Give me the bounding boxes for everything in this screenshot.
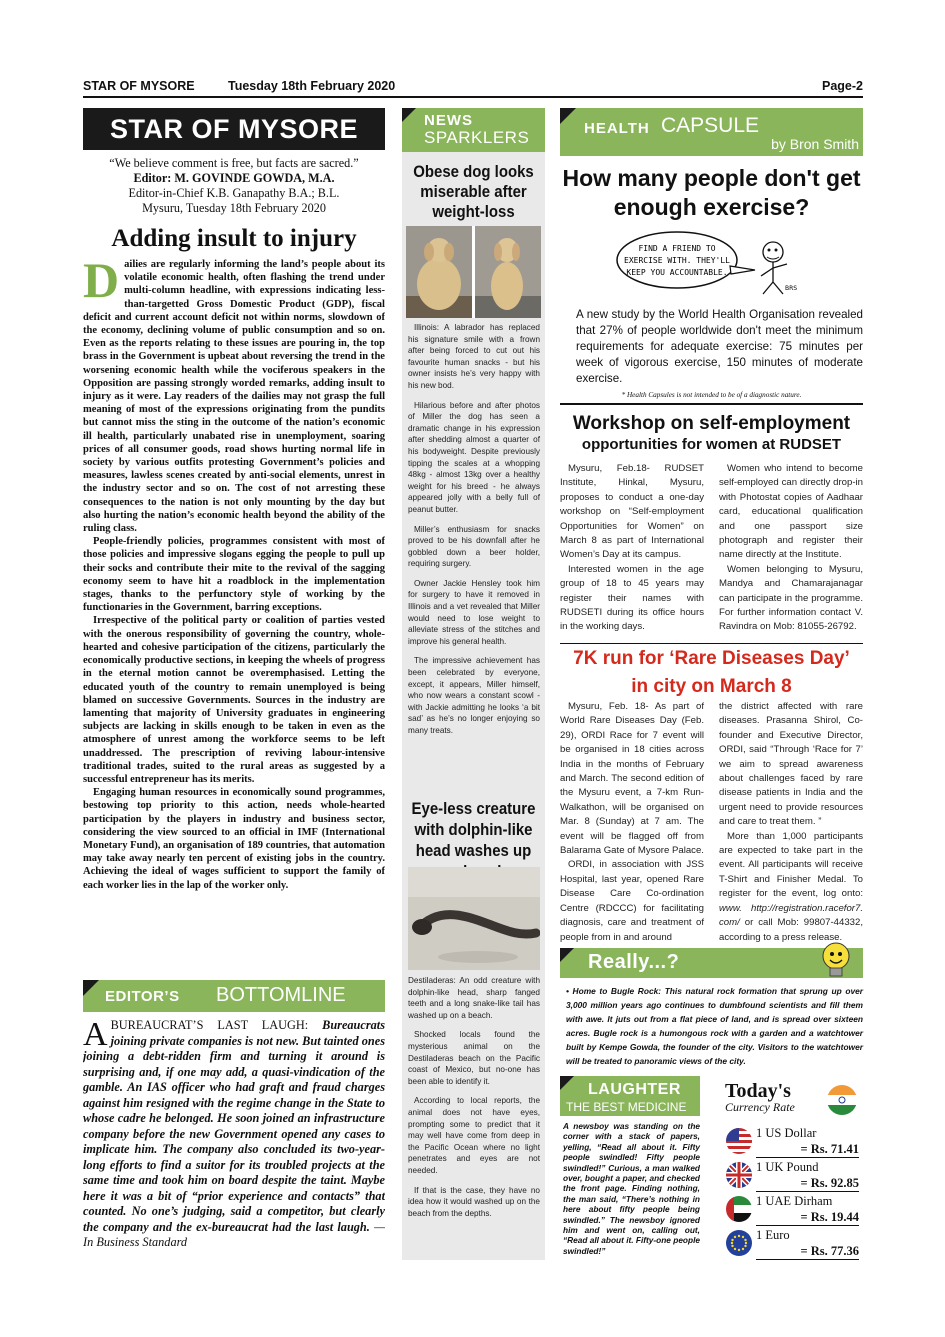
laughter-body: A newsboy was standing on the corner with a stack of papers, yelling, “Read all about it. Fifty people swindled! Fifty people swindled!” Curious, a man walked over, bought a paper, and checked the front page. Finding nothing, the man said, “There’s nothing in here about fifty people being swindled.” The newsboy ignored him and went on, calling out, “Read all about it. Fifty-one people swindled!”: [563, 1121, 700, 1256]
dateline: Mysuru, Tuesday 18th February 2020: [142, 201, 326, 215]
article-paragraph: Women belonging to Mysuru, Mandya and Chamarajanagar can participate in the programme. For further information contact V. Ravindra on Mob: 81055-26792.: [719, 563, 863, 633]
masthead-info: [83, 156, 385, 216]
bottomline-lead: BUREAUCRAT’S LAST LAUGH:: [110, 1018, 309, 1032]
editorial-headline: Adding insult to injury: [111, 225, 357, 252]
editorial-paragraph: ailies are regularly informing the land’s people about its volatile economic health, often flashing the trend under multi-column headline, with expressions indicating less-than-targetted Gross Domestic Product (GDP), fiscal deficit and current account deficit not within norms, slowdown of the economy, declining volume of public consumption and so on. Even as the reports relating to these issues are pouring in, the top brass in the Government is upbeat about reversing the trend in the worsening economic health while the vociferous speakers in the Opposition are passing strongly worded remarks, adding insult to injury as it were. Lay readers of the dailies may not grasp the full meaning of most of the expressions originating from the pundits but cannot miss the sting in the outcome of the nation’s economic ill health, particularly unabated rise in unemployment, soaring prices of all consumer goods, road shows hurting normal life in society by various outfits protesting Government’s policies and measures, lawless scenes created by anti-social elements, unrest in the industry sector and so on. The cost of not arresting these consequences to the nation is not only mounting by the day but also hurting the nation’s economic health beyond the ability of the ruling class.: [83, 259, 385, 535]
story-headline: Obese dog looks miserable after weight-loss: [413, 162, 534, 221]
really-body: [566, 984, 863, 1068]
bottomline-dropcap: A: [83, 1018, 108, 1053]
laughter-label-a: LAUGHTER: [588, 1081, 681, 1098]
editorial-dropcap: D: [83, 258, 120, 308]
article-paragraph: [719, 830, 863, 945]
article-paragraph: ORDI, in association with JSS Hospital, last year, opened Rare Disease Care Co-ordination Centre (RDCCC) for facilitating diagnosis, care and treatment of people from in and around: [560, 859, 704, 943]
divider: [560, 643, 863, 644]
rare-column-1: [560, 700, 704, 945]
currency-value: = Rs. 19.44: [800, 1210, 859, 1224]
paper-name: STAR OF MYSORE: [83, 79, 195, 93]
issue-date: Tuesday 18th February 2020: [228, 79, 396, 93]
health-label-a: HEALTH: [584, 120, 650, 137]
currency-name: 1 UAE Dirham: [756, 1194, 833, 1208]
article-paragraph: Interested women in the age group of 18 to 45 years may register their names with RUDSETI during its office hours in the working days.: [560, 563, 704, 633]
workshop-column-2: [719, 462, 863, 635]
news-sparklers-header: [402, 108, 545, 152]
currency-title: Today's: [725, 1080, 791, 1102]
currency-value: = Rs. 77.36: [800, 1244, 859, 1258]
health-title: How many people don't get enough exercise?: [562, 165, 861, 220]
bottomline-header: [83, 980, 385, 1012]
currency-row: [722, 1126, 863, 1160]
uae-flag-icon: [726, 1196, 752, 1222]
masthead-title: STAR OF MYSORE: [83, 108, 385, 150]
currency-name: 1 Euro: [756, 1228, 790, 1242]
currency-value: = Rs. 71.41: [800, 1142, 859, 1156]
story-paragraph: Shocked locals found the mysterious animal on the Destiladeras beach on the Pacific coast of Mexico, but no-one has been able to identify it.: [408, 1030, 540, 1086]
rare-title-a: 7K run for ‘Rare Diseases Day’: [573, 648, 850, 669]
registration-link[interactable]: www. http://registration.racefor7. com/: [719, 902, 863, 929]
currency-row: [722, 1160, 863, 1194]
currency-value: = Rs. 92.85: [800, 1176, 859, 1190]
editorial-paragraph: Engaging human resources in economically sound programmes, bestowing top priority to this action, needs whole-hearted participation by the players in industry and business sector, considering the view sourced to an official in IMF (International Monetary Fund), an organisation of 189 countries, that automation may take away nearly ten percent of existing jobs in the country. Achieving the ideal of wages sufficient to support the family of each worker lies in the lap of the worker only.: [83, 787, 385, 891]
motto: “We believe comment is free, but facts are sacred.”: [109, 156, 359, 170]
exercise-cartoon: [615, 230, 805, 300]
cartoon-line: KEEP YOU ACCOUNTABLE.: [626, 268, 728, 277]
article-paragraph: Mysuru, Feb.18- RUDSET Institute, Hinkal, Mysuru, proposes to conduct a one-day workshop on “Self-employment Opportunities for Women” on March 8 as part of International Women’s Day at its campus.: [560, 463, 704, 561]
us-flag-icon: [726, 1128, 752, 1154]
story-paragraph: Hilarious before and after photos of Miller the dog has seen a dramatic change in his expression after shedding almost a quarter of his bodyweight. Despite previously tipping the scales at a whopping 48kg - almost 13kg over a healthy weight for his breed - he always appeared jolly with a belly full of peanut butter.: [408, 400, 540, 514]
bottomline-source: — In Business Standard: [83, 1219, 385, 1249]
page-number: Page-2: [822, 79, 863, 93]
editorial-paragraph: Irrespective of the political party or coalition of parties vested with the onerous responsibility of governing the country, whole-hearted and cohesive participation of the citizens, particularly the economically productive sections, in keeping the wheels of progress in the eternal motion cannot be overemphasised. Letting the educated youth of the country to remain unemployed is being blamed on successive Governments. Sources in the industry are lamenting that majority of University graduates in engineering subjects are lacking in skills enough to be taken in even as the atmosphere of unrest among the workforce seems to be left unaddressed. The prescription of reviving labour-intensive traditional trades, suited to the rural areas as suggested by a successful entrepreneur has its merits.: [83, 615, 385, 785]
bottomline-text: Bureaucrats joining private companies is not new. But tainted ones joining a debt-ridden firm and turning it around is surprising and, if one may add, a quasi-vindication of the gamble. An IAS officer who had graft and fraud charges against him resigned with the regime change in the State to whose cadre he belonged. He soon joined an infrastructure company before the new Government opened any cases to implicate him. The company also concluded its two-year-long efforts to find a suitor for its troubled projects at the same time and took him on board despite the taint. Maybe here it was a bit of “prior experience and contacts” that counted. No one’s judging, said a competitor, but clearly the company and the ex-bureaucrat had the last laugh.: [83, 1018, 385, 1234]
workshop-title: [560, 413, 863, 455]
workshop-title-a: Workshop on self-employment: [572, 413, 851, 434]
really-text: This natural rock formation that sprung up over 3,000 million years ago continues to dumbfound scientists and fill them with awe. It juts out from a flat piece of land, and is spread over sixteen acres. Bugle rock is a humongous rock with a garden and a watchtower built by Kempe Gowda, the founder of the city. Visitors to the watchtower will be treated to panoramic views of the city.: [566, 986, 864, 1066]
article-text: More than 1,000 participants are expected to take part in the event. All participants will receive T-Shirt and Finisher Medal. To register for the event, log onto:: [719, 830, 863, 900]
sea-creature-photo: [408, 867, 540, 970]
cartoon-signature: BRS: [785, 285, 798, 292]
really-lead: Home to Bugle Rock:: [572, 986, 662, 996]
story-paragraph: The impressive achievement has been celebrated by everyone, except, it appears, Miller himself, who now wears a constant scowl - with Jackie admitting he looks ‘a bit sad’ as he’s no longer enjoying so many treats.: [408, 656, 540, 735]
article-paragraph: the district affected with rare diseases. Prasanna Shirol, Co-founder and Executive Director, ORDI, said “Through ‘Race for 7’ we aim to spread awareness about challenges faced by rare disease patients in India and the urgent need to provide resources and care to treat them. ”: [719, 701, 863, 828]
divider: [560, 403, 863, 405]
story-body: [408, 975, 540, 1227]
story-headline: Eye-less creature with dolphin-like head washes up: [411, 799, 536, 860]
story-paragraph: Illinois: A labrador has replaced his signature smile with a frown after being forced to cut out his favourite human snacks - but his owner insists he’s very happy with his new bod.: [408, 323, 540, 390]
editor-line: Editor: M. GOVINDE GOWDA, M.A.: [133, 171, 335, 185]
currency-row: [722, 1228, 863, 1262]
story-paragraph: According to local reports, the animal does not have eyes, prompting some to predict that it may well have come from deep in the Pacific Ocean where no light penetrates and eyes are not needed.: [408, 1096, 540, 1175]
article-paragraph: Mysuru, Feb. 18- As part of World Rare Diseases Day (Feb. 29), ORDI Race for 7 event will be organised in 18 cities across India in the months of February and March. The second edition of the Mysuru event, a 7-km Run-Walkathon, will be organised on Mar. 8 (Sunday) at 7 am. The event will be flagged off from Balarama Gate of Mysore Palace.: [560, 701, 704, 857]
workshop-title-b: opportunities for women at RUDSET: [581, 436, 842, 453]
bottomline-label-a: EDITOR’S: [105, 988, 180, 1005]
article-text: or call Mob: 99807-44332, according to a press release.: [719, 917, 863, 943]
uk-flag-icon: [726, 1162, 752, 1188]
laughter-header: [560, 1076, 700, 1116]
health-label-b: CAPSULE: [661, 114, 760, 137]
india-flag-icon: [826, 1084, 858, 1116]
currency-subtitle: Currency Rate: [725, 1100, 795, 1114]
editor-in-chief-line: Editor-in-Chief K.B. Ganapathy B.A.; B.L.: [128, 186, 340, 200]
rare-diseases-title: [560, 645, 863, 701]
bullet: •: [566, 986, 569, 996]
news-label-b: SPARKLERS: [424, 128, 530, 147]
currency-row: [722, 1194, 863, 1228]
really-label: Really...?: [588, 951, 680, 973]
health-byline: by Bron Smith: [771, 136, 859, 152]
editorial-paragraph: People-friendly policies, programmes consistent with most of those policies and impressive slogans egging the people to pull up their socks and contribute their mite to the revival of the sagging economy seem to have hit a roadblock in the implementation stages, thanks to the perfunctory style of working by the functionaries in the Government, barring exceptions.: [83, 536, 385, 614]
health-note: * Health Capsules is not intended to be of a diagnostic nature.: [621, 391, 802, 399]
story-paragraph: Miller’s enthusiasm for snacks proved to be his downfall after he gobbled down a beer holder, requiring surgery.: [408, 524, 540, 569]
bottomline-label-b: BOTTOMLINE: [216, 984, 346, 1006]
health-body: A new study by the World Health Organisation revealed that 27% of people worldwide don't meet the minimum requirements for adequate exercise: 75 minutes per week of vigorous exercise, 150 minutes of moderate exercise.: [576, 308, 863, 385]
laughter-label-b: THE BEST MEDICINE: [566, 1100, 687, 1114]
article-paragraph: Women who intend to become self-employed can directly drop-in with Photostat copies of Aadhaar card, educational qualification and one passport size photograph and register their name directly at the Institute.: [719, 463, 863, 561]
lightbulb-icon: [815, 938, 857, 980]
story-paragraph: Owner Jackie Hensley took him for surgery to have it removed in Illinois and a vet revealed that Miller would need to lose weight to alleviate stress of the stitches and improve his general health.: [408, 578, 540, 646]
rare-title-b: in city on March 8: [631, 676, 792, 697]
cartoon-line: EXERCISE WITH. THEY'LL: [624, 256, 730, 265]
currency-name: 1 UK Pound: [756, 1160, 819, 1174]
rare-column-2: [719, 700, 863, 945]
dog-photo: [406, 226, 541, 318]
cartoon-line: FIND A FRIEND TO: [638, 244, 716, 253]
currency-name: 1 US Dollar: [756, 1126, 817, 1140]
news-label-a: NEWS: [424, 112, 473, 129]
bottomline-body: [83, 1018, 385, 1263]
story-paragraph: Destiladeras: An odd creature with dolphin-like head, sharp fanged teeth and a long snake-like tail has washed up on a beach.: [408, 976, 540, 1020]
story-body: [408, 322, 540, 745]
workshop-column-1: [560, 462, 704, 635]
health-capsule-header: [560, 108, 863, 156]
editorial-body: [83, 258, 385, 975]
story-paragraph: If that is the case, they have no idea how it would washed up on the beach from the depths.: [408, 1185, 540, 1218]
top-bar: [83, 76, 863, 98]
eu-flag-icon: [726, 1230, 752, 1256]
